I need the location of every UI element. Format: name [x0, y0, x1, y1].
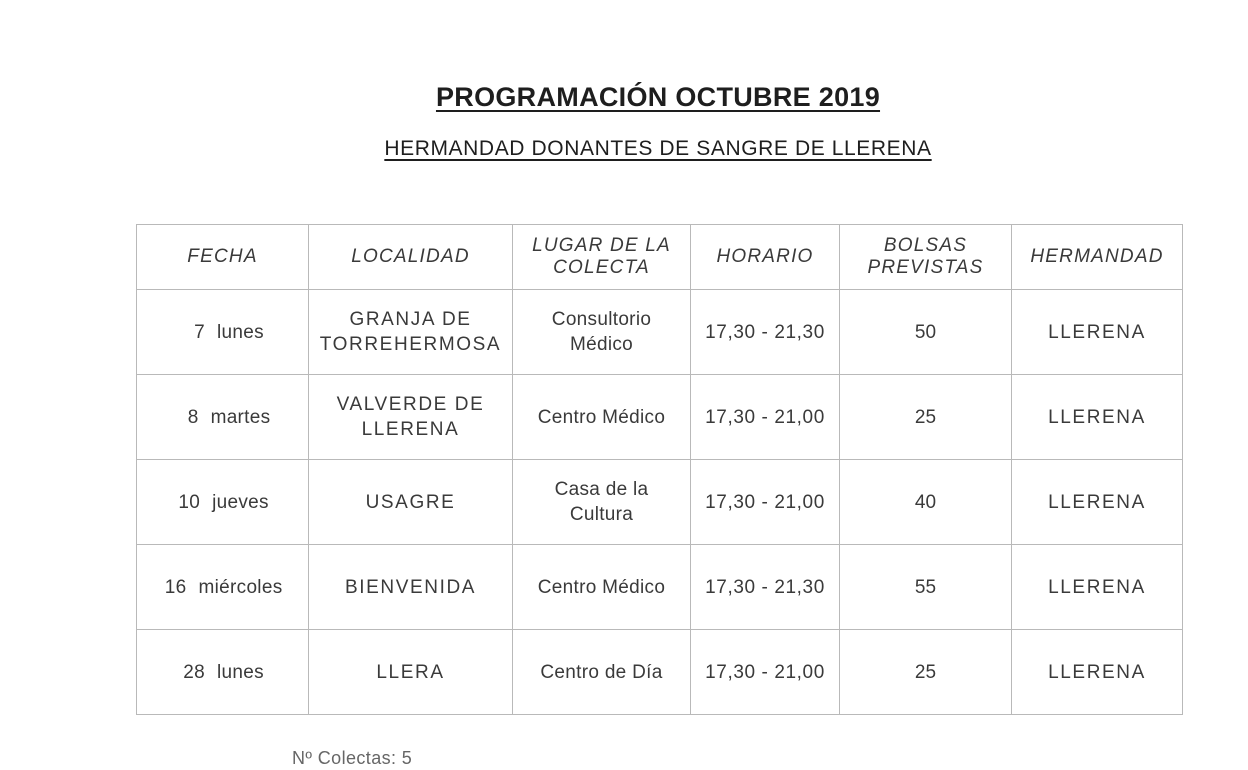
header-horario: HORARIO	[691, 225, 840, 290]
header-lugar	[513, 225, 691, 290]
cell-lugar-line1: Centro de Día	[540, 661, 663, 683]
cell-localidad-line1: LLERA	[376, 661, 445, 683]
cell-localidad-line1: BIENVENIDA	[344, 576, 477, 598]
cell-fecha	[137, 545, 309, 630]
cell-day: 8	[187, 406, 199, 428]
table-row	[137, 630, 1183, 715]
cell-day: 16	[164, 576, 187, 598]
cell-localidad	[309, 375, 513, 460]
header-bolsas	[840, 225, 1012, 290]
cell-lugar-line1: Casa de la	[554, 479, 649, 500]
cell-bolsas: 40	[840, 460, 1012, 545]
header-fecha: FECHA	[137, 225, 309, 290]
cell-weekday: jueves	[212, 491, 269, 513]
cell-hermandad: LLERENA	[1012, 460, 1183, 545]
cell-hermandad: LLERENA	[1012, 290, 1183, 375]
cell-lugar-line2: Cultura	[569, 504, 634, 525]
cell-horario: 17,30 - 21,00	[691, 460, 840, 545]
table-row	[137, 375, 1183, 460]
cell-localidad-line2: TORREHERMOSA	[319, 334, 502, 355]
header-bolsas-line2: PREVISTAS	[867, 257, 984, 278]
cell-bolsas: 25	[840, 375, 1012, 460]
cell-localidad	[309, 460, 513, 545]
cell-localidad-line1: GRANJA DE	[349, 309, 472, 330]
header-hermandad: HERMANDAD	[1012, 225, 1183, 290]
cell-localidad-line1: VALVERDE DE	[336, 394, 485, 415]
header-localidad: LOCALIDAD	[309, 225, 513, 290]
cell-localidad-line1: USAGRE	[365, 491, 456, 513]
cell-bolsas: 50	[840, 290, 1012, 375]
cell-fecha	[137, 290, 309, 375]
cell-lugar	[513, 630, 691, 715]
table-row	[137, 545, 1183, 630]
page-title: PROGRAMACIÓN OCTUBRE 2019	[435, 82, 881, 112]
cell-bolsas: 25	[840, 630, 1012, 715]
cell-hermandad: LLERENA	[1012, 375, 1183, 460]
cell-lugar	[513, 545, 691, 630]
cell-horario: 17,30 - 21,00	[691, 375, 840, 460]
cell-lugar-line1: Centro Médico	[537, 576, 666, 598]
cell-lugar-line1: Centro Médico	[537, 406, 666, 428]
cell-weekday: lunes	[217, 321, 264, 343]
header-bolsas-line1: BOLSAS	[883, 235, 968, 256]
collections-count: Nº Colectas: 5	[292, 748, 413, 768]
cell-fecha	[137, 460, 309, 545]
cell-localidad-line2: LLERENA	[361, 419, 460, 440]
table-row	[137, 290, 1183, 375]
cell-day: 10	[178, 491, 201, 513]
cell-localidad	[309, 545, 513, 630]
cell-horario: 17,30 - 21,00	[691, 630, 840, 715]
cell-lugar-line2: Médico	[569, 334, 634, 355]
cell-bolsas: 55	[840, 545, 1012, 630]
cell-lugar-line1: Consultorio	[551, 309, 652, 330]
cell-fecha	[137, 375, 309, 460]
cell-lugar	[513, 290, 691, 375]
cell-day: 28	[183, 661, 206, 683]
cell-localidad	[309, 630, 513, 715]
cell-weekday: miércoles	[198, 576, 283, 598]
cell-lugar	[513, 375, 691, 460]
table-header-row	[137, 225, 1183, 290]
cell-horario: 17,30 - 21,30	[691, 290, 840, 375]
page-subtitle: HERMANDAD DONANTES DE SANGRE DE LLERENA	[384, 137, 932, 160]
cell-horario: 17,30 - 21,30	[691, 545, 840, 630]
cell-day: 7	[194, 321, 206, 343]
header-lugar-line2: COLECTA	[553, 257, 650, 278]
header-lugar-line1: LUGAR DE LA	[532, 235, 671, 256]
cell-fecha	[137, 630, 309, 715]
cell-lugar	[513, 460, 691, 545]
cell-hermandad: LLERENA	[1012, 545, 1183, 630]
cell-weekday: lunes	[217, 661, 264, 683]
cell-weekday: martes	[210, 406, 271, 428]
cell-hermandad: LLERENA	[1012, 630, 1183, 715]
schedule-table	[136, 224, 1183, 715]
cell-localidad	[309, 290, 513, 375]
table-row	[137, 460, 1183, 545]
